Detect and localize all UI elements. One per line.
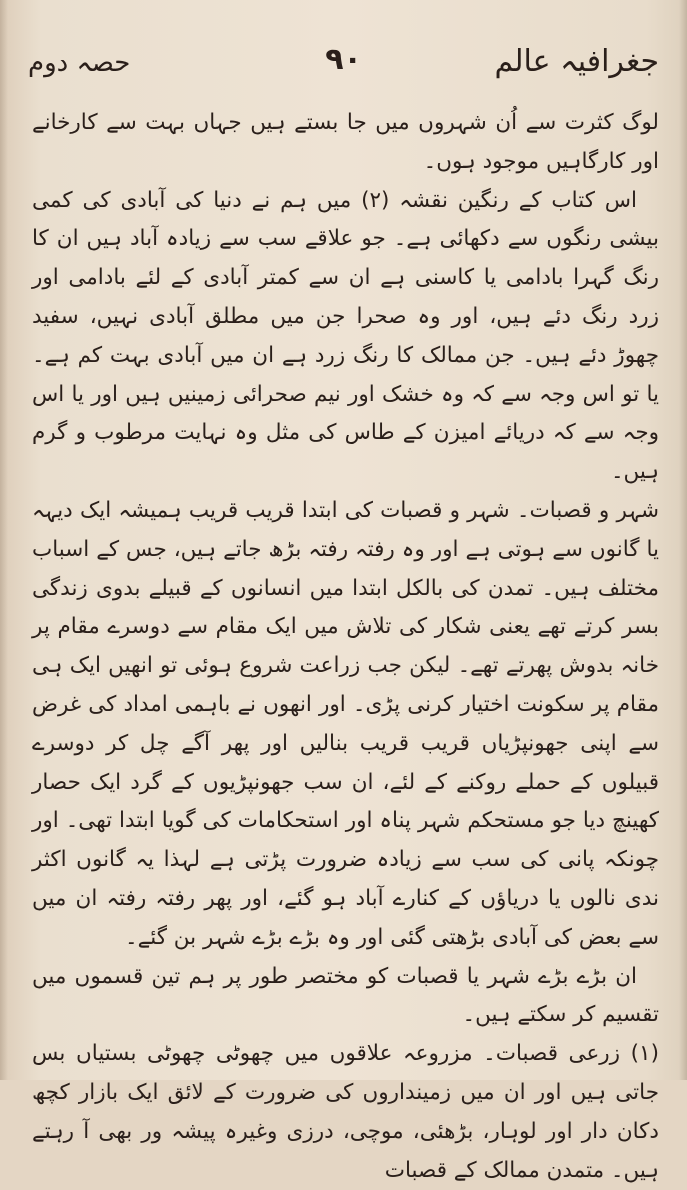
paragraph-5: (۱) زرعی قصبات۔ مزروعہ علاقوں میں چھوٹی چھوٹی بستیاں بس جاتی ہیں اور ان میں زمینداروں کی ضرورت کے لائق ایک بازار کچھ دکان دار اور لوہار، بڑھئی، موچی، درزی وغیرہ پیشہ ور بھی آ رہتے ہیں۔ متمدن ممالک کے قصبات <box>32 1041 659 1183</box>
paragraph-3: شہر و قصبات۔ شہر و قصبات کی ابتدا قریب قریب ہمیشہ ایک دیہہ یا گانوں سے ہوتی ہے اور وہ رفتہ رفتہ بڑھ جاتے ہیں، جس کے اسباب مختلف ہیں۔ تمدن کی بالکل ابتدا میں انسانوں کے قبیلے بدوی زندگی بسر کرتے تھے یعنی شکار کی تلاش میں ایک مقام سے دوسرے مقام پر خانہ بدوش پھرتے تھے۔ لیکن جب زراعت شروع ہوئی تو انھیں ایک ہی مقام پر سکونت اختیار کرنی پڑی۔ اور انھوں نے باہمی امداد کی غرض سے اپنی جھونپڑیاں قریب قریب بنالیں اور پھر آگے چل کر دوسرے قبیلوں کے حملے روکنے کے لئے، ان سب جھونپڑیوں کے گرد ایک حصار کھینچ دیا جو مستحکم شہر پناہ اور استحکامات کی گویا ابتدا تھی۔ اور چونکہ پانی کی سب سے زیادہ ضرورت پڑتی ہے لہذا یہ گانوں اکثر ندی نالوں یا دریاؤں کے کنارے آباد ہو گئے، اور پھر رفتہ رفتہ ان میں سے بعض کی آبادی بڑھتی گئی اور وہ بڑے بڑے شہر بن گئے۔ <box>32 497 659 950</box>
book-title: جغرافیہ عالم <box>494 44 659 79</box>
paragraph-2: اس کتاب کے رنگین نقشہ (۲) میں ہم نے دنیا کی آبادی کی کمی بیشی رنگوں سے دکھائی ہے۔ جو علاقے سب سے زیادہ آباد ہیں ان کا رنگ گہرا بادامی یا کاسنی ہے ان سے کمتر آبادی کے لئے بادامی اور زرد رنگ دئے ہیں، اور وہ صحرا جن میں مطلق آبادی نہیں، سفید چھوڑ دئے ہیں۔ جن ممالک کا رنگ زرد ہے ان میں آبادی بہت کم ہے۔ یا تو اس وجہ سے کہ وہ خشک اور نیم صحرائی زمینیں ہیں اور یا اس وجہ سے کہ دریائے امیزن کے طاس کی مثل وہ نہایت مرطوب و گرم ہیں۔ <box>32 187 659 485</box>
scan-edge-left <box>0 0 8 1080</box>
page-number: ۹۰ <box>325 42 362 77</box>
paragraph-1: لوگ کثرت سے اُن شہروں میں جا بستے ہیں جہاں بہت سے کارخانے اور کارگاہیں موجود ہوں۔ <box>32 110 659 174</box>
body-text <box>32 104 659 1190</box>
part-label: حصہ دوم <box>28 48 131 78</box>
scan-edge-right <box>679 0 687 1080</box>
paragraph-4: ان بڑے بڑے شہر یا قصبات کو مختصر طور پر ہم تین قسموں میں تقسیم کر سکتے ہیں۔ <box>32 963 659 1028</box>
page-header <box>28 38 659 98</box>
